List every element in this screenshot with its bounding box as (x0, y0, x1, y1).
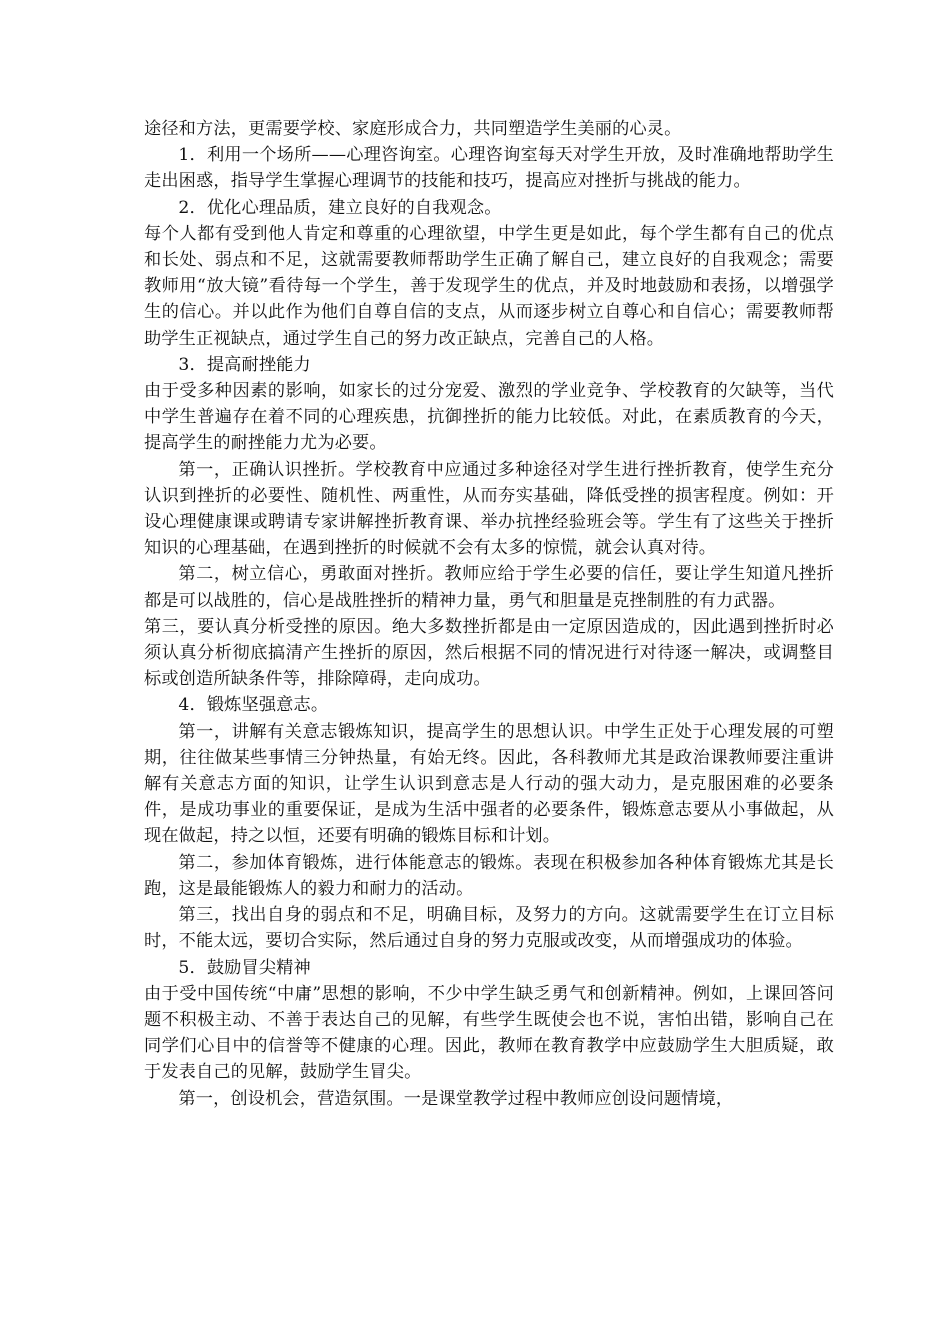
paragraph-8: 第一，讲解有关意志锻炼知识，提高学生的思想认识。中学生正处于心理发展的可塑期，往往做某些事情三分钟热量，有始无终。因此，各科教师尤其是政治课教师要注重讲解有关意志方面的知识，让学生认识到意志是人行动的强大动力，是克服困难的必要条件，是成功事业的重要保证，是成为生活中强者的必要条件，锻炼意志要从小事做起，从现在做起，持之以恒，还要有明确的锻炼目标和计划。 (144, 721, 834, 847)
paragraph-11: 由于受中国传统“中庸”思想的影响，不少中学生缺乏勇气和创新精神。例如，上课回答问题不积极主动、不善于表达自己的见解，有些学生既使会也不说，害怕出错，影响自己在同学们心目中的信誉等不健康的心理。因此，教师在教育教学中应鼓励学生大胆质疑，敢于发表自己的见解，鼓励学生冒尖。 (144, 983, 834, 1083)
document-body (144, 116, 834, 1112)
paragraph-4: 由于受多种因素的影响，如家长的过分宠爱、激烈的学业竞争、学校教育的欠缺等，当代中学生普遍存在着不同的心理疾患，抗御挫折的能力比较低。对此，在素质教育的今天，提高学生的耐挫能力尤为必要。 (144, 381, 834, 454)
paragraph-6: 第二，树立信心，勇敢面对挫折。教师应给于学生必要的信任，要让学生知道凡挫折都是可以战胜的，信心是战胜挫折的精神力量，勇气和胆量是克挫制胜的有力武器。 (144, 564, 834, 611)
section-heading-4: 4．锻炼坚强意志。 (178, 695, 329, 716)
section-heading-3: 3．提高耐挫能力 (178, 354, 311, 375)
paragraph-1: 途径和方法，更需要学校、家庭形成合力，共同塑造学生美丽的心灵。 (144, 119, 682, 139)
section-heading-5: 5．鼓励冒尖精神 (178, 957, 311, 978)
paragraph-7: 第三，要认真分析受挫的原因。绝大多数挫折都是由一定原因造成的，因此遇到挫折时必须认真分析彻底搞清产生挫折的原因，然后根据不同的情况进行对待逐一解决，或调整目标或创造所缺条件等，排除障碍，走向成功。 (144, 616, 834, 690)
paragraph-10: 第三，找出自身的弱点和不足，明确目标，及努力的方向。这就需要学生在订立目标时，不能太远，要切合实际，然后通过自身的努力克服或改变，从而增强成功的体验。 (144, 905, 834, 952)
paragraph-2: 1．利用一个场所——心理咨询室。心理咨询室每天对学生开放，及时准确地帮助学生走出困惑，指导学生掌握心理调节的技能和技巧，提高应对挫折与挑战的能力。 (144, 145, 834, 192)
paragraph-3: 每个人都有受到他人肯定和尊重的心理欲望，中学生更是如此，每个学生都有自己的优点和长处、弱点和不足，这就需要教师帮助学生正确了解自己，建立良好的自我观念；需要教师用“放大镜”看待每一个学生，善于发现学生的优点，并及时地鼓励和表扬，以增强学生的信心。并以此作为他们自尊自信的支点，从而逐步树立自尊心和自信心；需要教师帮助学生正视缺点，通过学生自己的努力改正缺点，完善自己的人格。 (144, 223, 834, 349)
paragraph-12: 第一，创设机会，营造氛围。一是课堂教学过程中教师应创设问题情境， (178, 1088, 734, 1109)
section-heading-2: 2．优化心理品质，建立良好的自我观念。 (178, 197, 502, 218)
paragraph-9: 第二，参加体育锻炼，进行体能意志的锻炼。表现在积极参加各种体育锻炼尤其是长跑，这是最能锻炼人的毅力和耐力的活动。 (144, 852, 834, 899)
paragraph-5: 第一，正确认识挫折。学校教育中应通过多种途径对学生进行挫折教育，使学生充分认识到挫折的必要性、随机性、两重性，从而夯实基础，降低受挫的损害程度。例如：开设心理健康课或聘请专家讲解挫折教育课、举办抗挫经验班会等。学生有了这些关于挫折知识的心理基础，在遇到挫折的时候就不会有太多的惊慌，就会认真对待。 (144, 459, 834, 559)
